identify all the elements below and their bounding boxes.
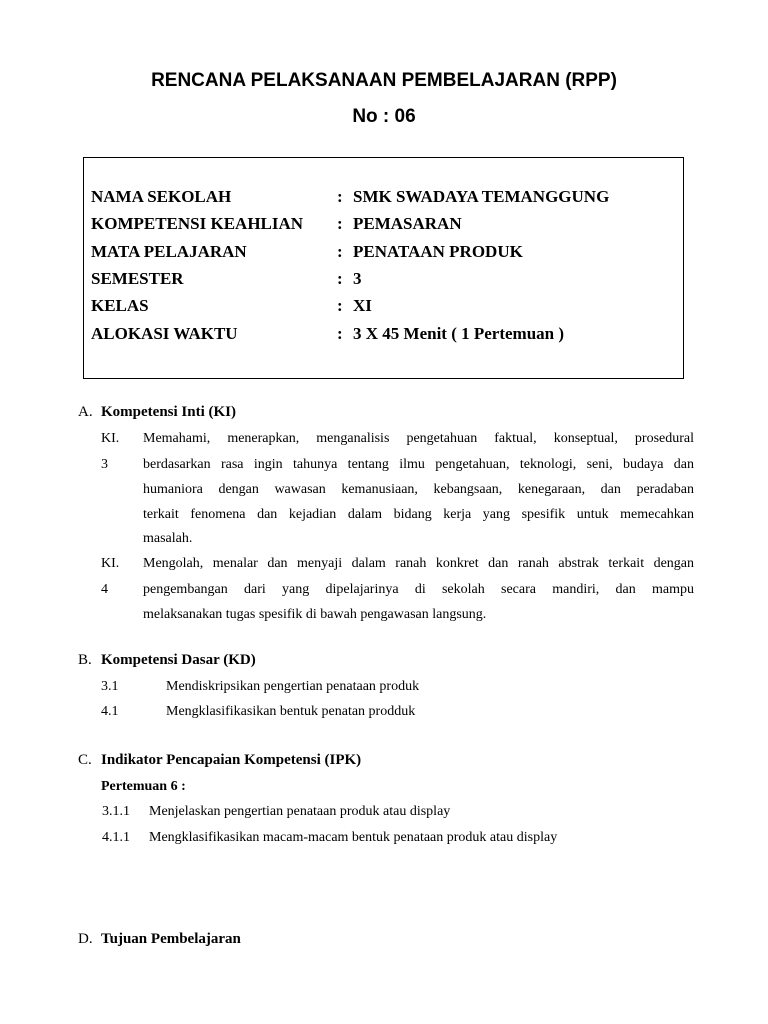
identity-value: XI [353,296,372,315]
identity-colon: : [337,296,343,315]
identity-colon: : [337,187,343,206]
ki-4-text-line: melaksanakan tugas spesifik di bawah pengawasan langsung. [143,607,487,622]
ki-4-number: KI. [101,556,120,571]
ki-4-text-line: Mengolah, menalar dan menyaji dalam ranah konkret dan ranah abstrak terkait dengan [143,556,694,571]
section-title: Tujuan Pembelajaran [101,931,241,947]
section-letter: A. [78,404,93,420]
identity-value: PEMASARAN [353,214,462,233]
identity-value: 3 X 45 Menit ( 1 Pertemuan ) [353,324,565,343]
identity-value: PENATAAN PRODUK [353,242,523,261]
identity-colon: : [337,269,343,288]
identity-label: SEMESTER [91,269,184,288]
document-title: RENCANA PELAKSANAAN PEMBELAJARAN (RPP) [151,70,617,91]
identity-label: KELAS [91,296,149,315]
ki-3-number-digit: 3 [101,457,108,472]
ipk-text: Menjelaskan pengertian penataan produk atau display [149,804,451,819]
ki-3-text-line: Memahami, menerapkan, menganalisis pengetahuan faktual, konseptual, prosedural [143,431,694,446]
kd-number: 3.1 [101,679,119,694]
identity-colon: : [337,324,343,343]
section-letter: C. [78,752,92,768]
identity-label: MATA PELAJARAN [91,242,247,261]
kd-text: Mendiskripsikan pengertian penataan produk [166,679,420,694]
identity-label: KOMPETENSI KEAHLIAN [91,214,304,233]
kd-text: Mengklasifikasikan bentuk penatan prodduk [166,704,416,719]
section-title: Indikator Pencapaian Kompetensi (IPK) [101,752,362,768]
identity-value: 3 [353,269,362,288]
section-title: Kompetensi Dasar (KD) [101,652,256,668]
identity-colon: : [337,214,343,233]
identity-value: SMK SWADAYA TEMANGGUNG [353,187,610,206]
identity-label: ALOKASI WAKTU [91,324,238,343]
ki-3-number: KI. [101,431,120,446]
kd-number: 4.1 [101,704,119,719]
identity-label: NAMA SEKOLAH [91,187,232,206]
ipk-number: 3.1.1 [102,804,130,819]
ki-3-text-line: terkait fenomena dan kejadian dalam bidang kerja yang spesifik untuk memecahkan [143,507,694,522]
ki-3-text-line: masalah. [143,531,193,546]
meeting-label: Pertemuan 6 : [101,779,186,794]
ipk-number: 4.1.1 [102,830,130,845]
ki-4-number-digit: 4 [101,582,108,597]
ipk-text: Mengklasifikasikan macam-macam bentuk penataan produk atau display [149,830,558,845]
ki-3-text-line: berdasarkan rasa ingin tahunya tentang ilmu pengetahuan, teknologi, seni, budaya dan [143,457,694,472]
identity-box [83,157,684,379]
document-number: No : 06 [352,106,416,127]
section-letter: D. [78,931,93,947]
ki-4-text-line: pengembangan dari yang dipelajarinya di sekolah secara mandiri, dan mampu [143,582,694,597]
ki-3-text-line: humaniora dengan wawasan kemanusiaan, kebangsaan, kenegaraan, dan peradaban [143,482,694,497]
section-title: Kompetensi Inti (KI) [101,404,236,420]
identity-colon: : [337,242,343,261]
section-letter: B. [78,652,92,668]
